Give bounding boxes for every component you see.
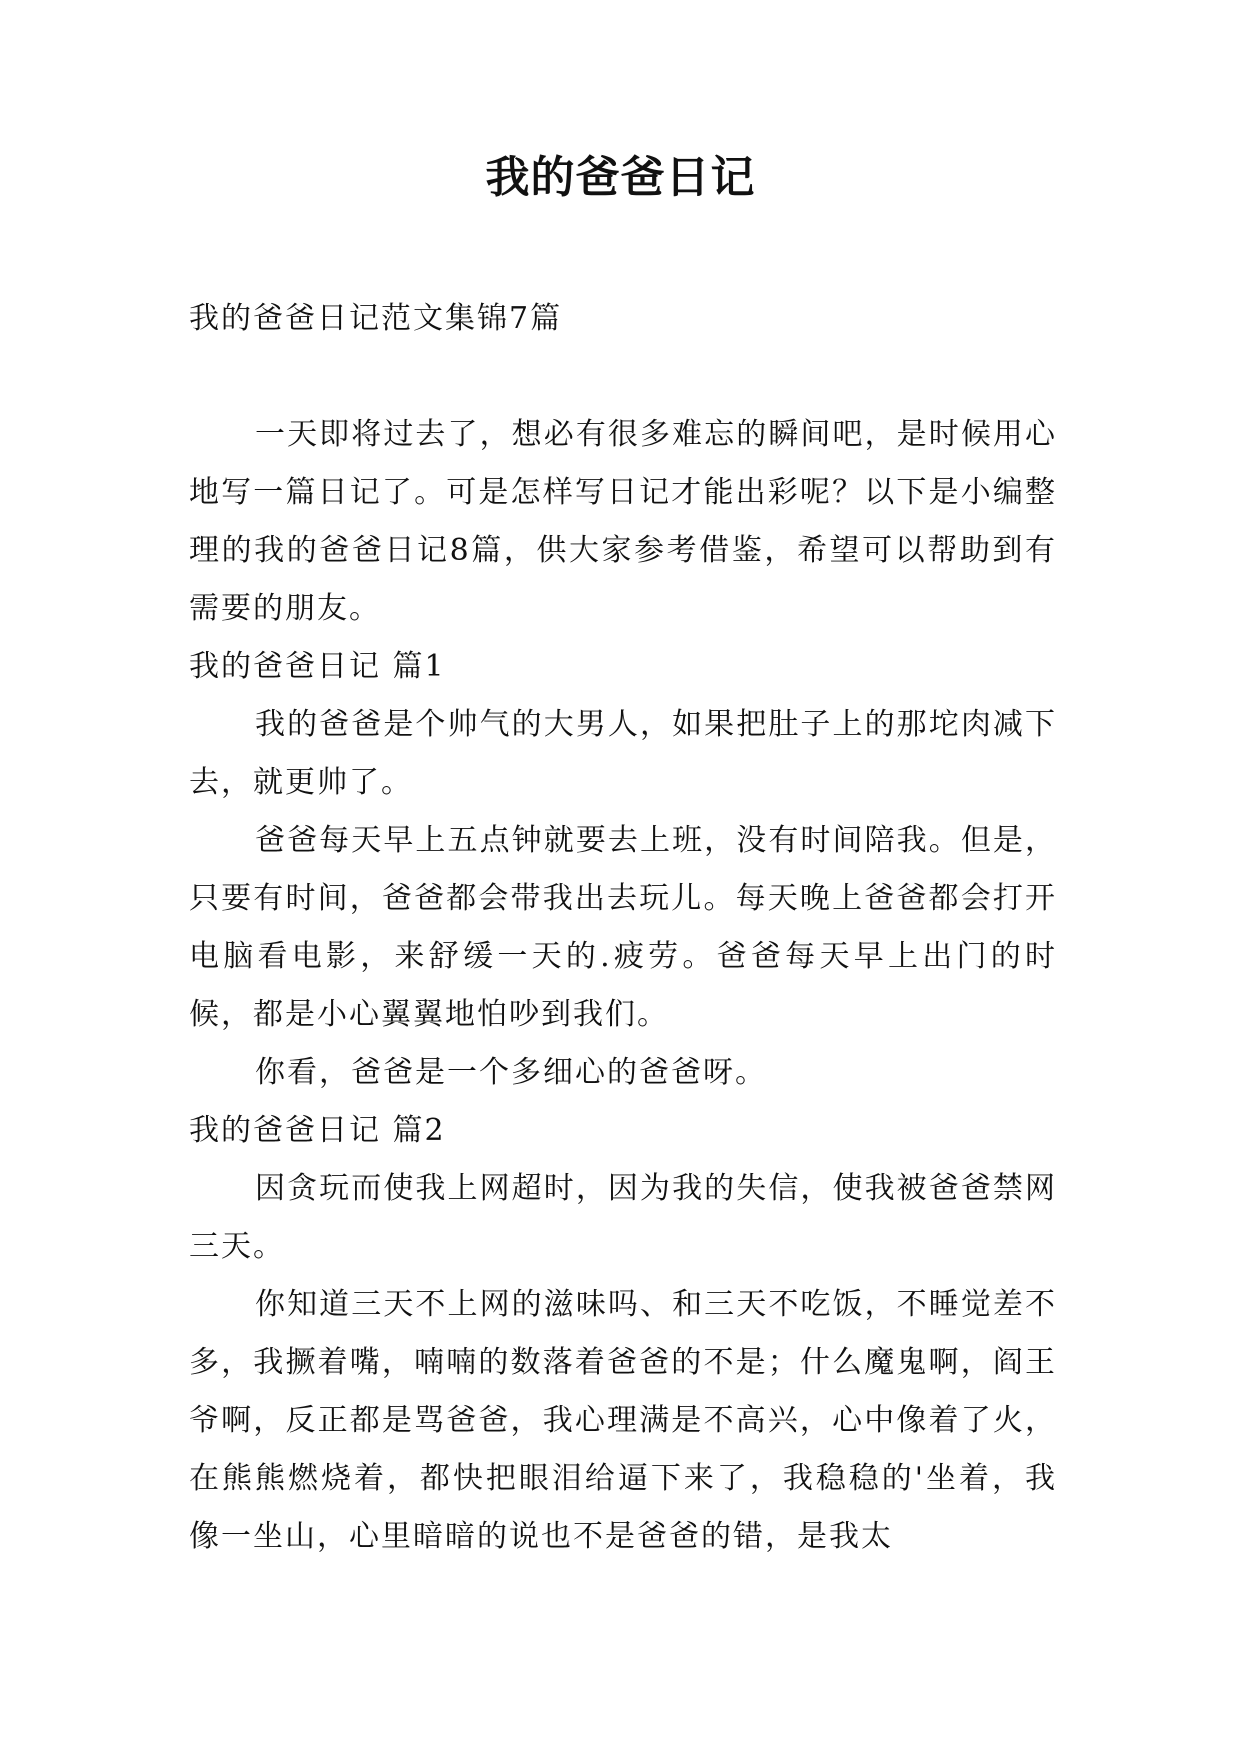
section-1-paragraph-1: 我的爸爸是个帅气的大男人，如果把肚子上的那坨肉减下去，就更帅了。 xyxy=(189,707,1057,800)
section-heading-2: 我的爸爸日记 篇2 xyxy=(189,1113,446,1148)
section-heading-1: 我的爸爸日记 篇1 xyxy=(189,649,446,684)
document-body xyxy=(189,290,1057,1566)
document-title: 我的爸爸日记 xyxy=(485,152,756,203)
section-2-paragraph-2: 你知道三天不上网的滋味吗、和三天不吃饭，不睡觉差不多，我撅着嘴，喃喃的数落着爸爸的不是；什么魔鬼啊，阎王爷啊，反正都是骂爸爸，我心理满是不高兴，心中像着了火，在熊熊燃烧着，都快把眼泪给逼下来了，我稳稳的'坐着，我像一坐山，心里暗暗的说也不是爸爸的错，是我太 xyxy=(189,1287,1057,1554)
document-subtitle: 我的爸爸日记范文集锦7篇 xyxy=(189,301,563,336)
section-2-paragraph-1: 因贪玩而使我上网超时，因为我的失信，使我被爸爸禁网三天。 xyxy=(189,1171,1057,1264)
section-1-paragraph-2: 爸爸每天早上五点钟就要去上班，没有时间陪我。但是，只要有时间，爸爸都会带我出去玩儿。每天晚上爸爸都会打开电脑看电影，来舒缓一天的.疲劳。爸爸每天早上出门的时候，都是小心翼翼地怕吵到我们。 xyxy=(189,823,1057,1032)
intro-paragraph: 一天即将过去了，想必有很多难忘的瞬间吧，是时候用心地写一篇日记了。可是怎样写日记才能出彩呢？以下是小编整理的我的爸爸日记8篇，供大家参考借鉴，希望可以帮助到有需要的朋友。 xyxy=(189,417,1057,626)
section-1-paragraph-3: 你看，爸爸是一个多细心的爸爸呀。 xyxy=(255,1055,767,1090)
